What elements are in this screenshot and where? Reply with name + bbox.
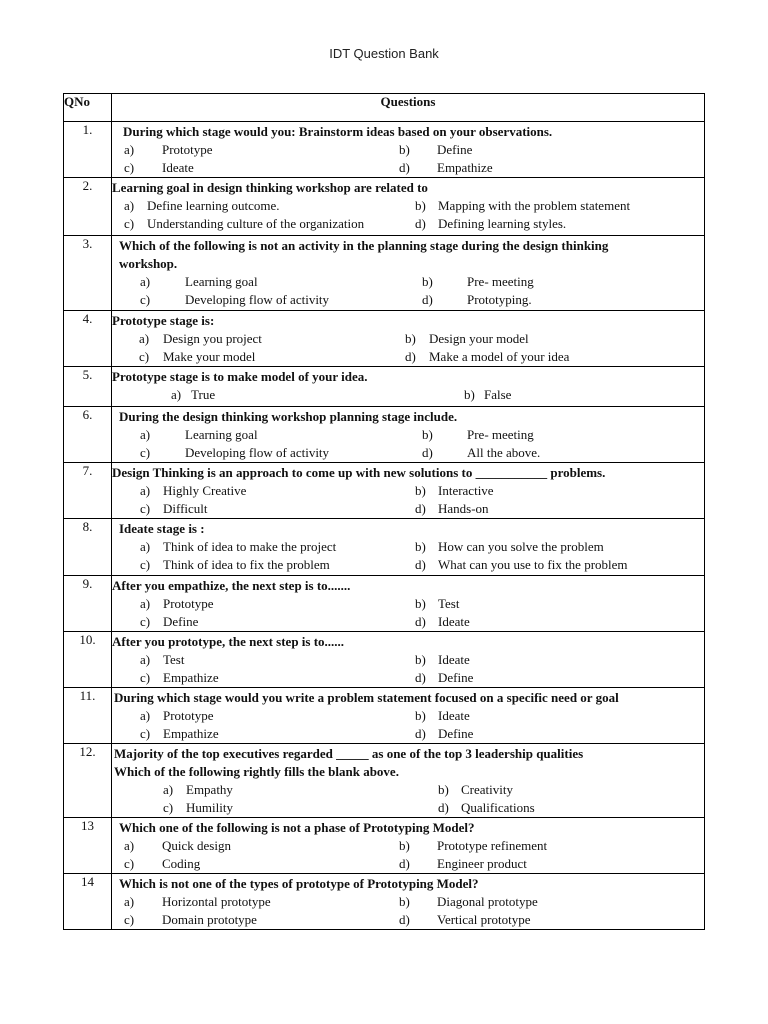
option-letter: b): [422, 427, 433, 442]
option-letter: d): [405, 349, 416, 364]
question-row: [64, 311, 705, 367]
question-row: [64, 236, 705, 311]
option-letter: d): [415, 726, 426, 741]
option-text: Think of idea to fix the problem: [163, 557, 330, 572]
option-text: Define learning outcome.: [147, 198, 280, 213]
option-text: Test: [438, 596, 460, 611]
option-text: Humility: [186, 800, 233, 815]
question-cell: [112, 744, 705, 818]
question-row: [64, 122, 705, 178]
option-text: Design your model: [429, 331, 529, 346]
option-letter: c): [140, 445, 151, 460]
question-cell: [112, 576, 705, 632]
question-row: [64, 874, 705, 930]
question-text: Prototype stage is:: [112, 313, 215, 328]
option-letter: b): [422, 274, 433, 289]
options-grid: [112, 538, 704, 574]
option-text: Engineer product: [437, 856, 527, 871]
question-number: 4.: [64, 311, 112, 367]
option-text: Highly Creative: [163, 483, 247, 498]
question-row: [64, 576, 705, 632]
option-letter: a): [140, 539, 151, 554]
option-letter: d): [415, 670, 426, 685]
option-letter: d): [399, 160, 410, 175]
question-number: 9.: [64, 576, 112, 632]
option-letter: a): [139, 331, 150, 346]
option-letter: c): [124, 912, 135, 927]
option-letter: c): [124, 856, 135, 871]
question-row: [64, 519, 705, 576]
question-text: Learning goal in design thinking workshop are related to: [112, 180, 428, 195]
question-text: Which one of the following is not a phase of Prototyping Model?: [119, 820, 475, 835]
option-letter: d): [415, 501, 426, 516]
question-text: During which stage would you: Brainstorm ideas based on your observations.: [123, 124, 553, 139]
option-letter: a): [163, 782, 174, 797]
question-number: 12.: [64, 744, 112, 818]
option-text: Define: [437, 142, 473, 157]
option-text: Interactive: [438, 483, 494, 498]
option-letter: a): [171, 387, 182, 402]
option-text: Ideate: [162, 160, 194, 175]
option-text: Learning goal: [185, 427, 258, 442]
option-letter: b): [415, 652, 426, 667]
options-grid: [112, 273, 704, 309]
option-letter: d): [415, 216, 426, 231]
question-cell: [112, 311, 705, 367]
question-row: [64, 367, 705, 407]
question-text: Design Thinking is an approach to come up with new solutions to ___________ problems.: [112, 465, 606, 480]
option-text: Horizontal prototype: [162, 894, 271, 909]
option-letter: d): [399, 856, 410, 871]
option-letter: c): [163, 800, 174, 815]
question-number: 7.: [64, 463, 112, 519]
option-letter: b): [399, 894, 410, 909]
question-cell: [112, 178, 705, 236]
option-letter: c): [140, 726, 151, 741]
option-text: Design you project: [163, 331, 262, 346]
question-text: During the design thinking workshop planning stage include.: [119, 409, 458, 424]
question-row: [64, 744, 705, 818]
option-text: Test: [163, 652, 185, 667]
option-letter: c): [124, 216, 135, 231]
question-text: Which of the following is not an activity in the planning stage during the design thinking: [119, 238, 609, 253]
option-letter: c): [140, 292, 151, 307]
options-grid: [112, 595, 704, 631]
option-text: Learning goal: [185, 274, 258, 289]
question-text: Which of the following rightly fills the blank above.: [114, 764, 399, 779]
option-letter: a): [124, 838, 135, 853]
column-header-questions: Questions: [112, 94, 705, 122]
option-text: Developing flow of activity: [185, 292, 330, 307]
option-letter: a): [124, 198, 135, 213]
question-text: Ideate stage is :: [119, 521, 205, 536]
option-letter: b): [415, 596, 426, 611]
option-text: Ideate: [438, 708, 470, 723]
option-text: Empathy: [186, 782, 233, 797]
option-text: Pre- meeting: [467, 427, 534, 442]
option-text: Domain prototype: [162, 912, 257, 927]
option-text: Define: [438, 670, 474, 685]
options-grid: [112, 197, 704, 233]
option-letter: d): [422, 292, 433, 307]
question-number: 11.: [64, 688, 112, 744]
question-number: 14: [64, 874, 112, 930]
question-text: Prototype stage is to make model of your idea.: [112, 369, 368, 384]
option-letter: b): [405, 331, 416, 346]
option-text: Quick design: [162, 838, 231, 853]
question-row: [64, 178, 705, 236]
question-row: [64, 463, 705, 519]
option-letter: c): [124, 160, 135, 175]
column-header-qno: QNo: [64, 94, 112, 122]
option-text: Understanding culture of the organization: [147, 216, 365, 231]
question-cell: [112, 236, 705, 311]
option-letter: d): [415, 614, 426, 629]
option-text: Defining learning styles.: [438, 216, 567, 231]
question-row: [64, 632, 705, 688]
option-text: Ideate: [438, 652, 470, 667]
option-text: Vertical prototype: [437, 912, 531, 927]
question-cell: [112, 688, 705, 744]
option-text: Make a model of your idea: [429, 349, 570, 364]
question-number: 6.: [64, 407, 112, 463]
option-text: Prototype refinement: [437, 838, 548, 853]
option-text: Pre- meeting: [467, 274, 534, 289]
options-grid: [112, 482, 704, 518]
page-title: IDT Question Bank: [329, 46, 439, 61]
option-letter: a): [140, 274, 151, 289]
option-text: Coding: [162, 856, 201, 871]
option-text: Developing flow of activity: [185, 445, 330, 460]
option-letter: a): [140, 427, 151, 442]
option-text: Qualifications: [461, 800, 535, 815]
option-text: Ideate: [438, 614, 470, 629]
option-letter: b): [399, 838, 410, 853]
option-text: What can you use to fix the problem: [438, 557, 628, 572]
option-letter: c): [140, 670, 151, 685]
option-text: True: [191, 387, 216, 402]
question-number: 8.: [64, 519, 112, 576]
question-cell: [112, 122, 705, 178]
option-letter: a): [140, 483, 151, 498]
option-text: Creativity: [461, 782, 513, 797]
question-cell: [112, 519, 705, 576]
question-number: 13: [64, 818, 112, 874]
option-text: Mapping with the problem statement: [438, 198, 631, 213]
question-number: 5.: [64, 367, 112, 407]
option-text: Diagonal prototype: [437, 894, 538, 909]
question-text: After you empathize, the next step is to.......: [112, 578, 351, 593]
option-letter: b): [415, 708, 426, 723]
question-text: Which is not one of the types of prototype of Prototyping Model?: [119, 876, 479, 891]
option-letter: b): [415, 198, 426, 213]
option-letter: d): [422, 445, 433, 460]
option-text: Define: [438, 726, 474, 741]
option-text: Hands-on: [438, 501, 489, 516]
option-text: Prototype: [163, 596, 214, 611]
question-number: 2.: [64, 178, 112, 236]
option-text: Prototype: [162, 142, 213, 157]
question-text: During which stage would you write a problem statement focused on a specific need or goal: [114, 690, 619, 705]
option-text: Prototype: [163, 708, 214, 723]
question-text: Majority of the top executives regarded _____ as one of the top 3 leadership qualities: [114, 746, 584, 761]
option-letter: d): [438, 800, 449, 815]
options-grid: [112, 781, 704, 817]
question-cell: [112, 818, 705, 874]
option-text: Difficult: [163, 501, 208, 516]
options-grid: [112, 386, 704, 404]
option-text: False: [484, 387, 512, 402]
options-grid: [112, 141, 704, 177]
options-grid: [112, 426, 704, 462]
option-text: Prototyping.: [467, 292, 532, 307]
option-letter: c): [140, 614, 151, 629]
option-text: Define: [163, 614, 199, 629]
table-header-row: [64, 94, 705, 122]
question-table: [63, 93, 705, 930]
option-letter: a): [140, 708, 151, 723]
question-cell: [112, 632, 705, 688]
question-text: After you prototype, the next step is to......: [112, 634, 345, 649]
option-letter: a): [124, 894, 135, 909]
question-number: 1.: [64, 122, 112, 178]
question-row: [64, 407, 705, 463]
option-letter: b): [415, 483, 426, 498]
question-row: [64, 818, 705, 874]
option-letter: a): [140, 596, 151, 611]
question-cell: [112, 874, 705, 930]
option-letter: a): [140, 652, 151, 667]
option-text: All the above.: [467, 445, 541, 460]
question-cell: [112, 407, 705, 463]
option-text: How can you solve the problem: [438, 539, 604, 554]
options-grid: [112, 330, 704, 366]
question-row: [64, 688, 705, 744]
question-number: 10.: [64, 632, 112, 688]
option-text: Empathize: [163, 670, 219, 685]
option-text: Empathize: [437, 160, 493, 175]
question-cell: [112, 367, 705, 407]
options-grid: [112, 651, 704, 687]
options-grid: [112, 837, 704, 873]
option-text: Make your model: [163, 349, 256, 364]
question-list: [64, 122, 705, 930]
question-text: workshop.: [119, 256, 178, 271]
option-letter: b): [464, 387, 475, 402]
question-number: 3.: [64, 236, 112, 311]
option-letter: c): [140, 501, 151, 516]
option-letter: d): [399, 912, 410, 927]
option-letter: d): [415, 557, 426, 572]
option-letter: c): [140, 557, 151, 572]
options-grid: [112, 707, 704, 743]
question-cell: [112, 463, 705, 519]
option-text: Think of idea to make the project: [163, 539, 337, 554]
option-letter: b): [438, 782, 449, 797]
option-letter: b): [399, 142, 410, 157]
options-grid: [112, 893, 704, 929]
option-text: Empathize: [163, 726, 219, 741]
option-letter: a): [124, 142, 135, 157]
option-letter: b): [415, 539, 426, 554]
option-letter: c): [139, 349, 150, 364]
